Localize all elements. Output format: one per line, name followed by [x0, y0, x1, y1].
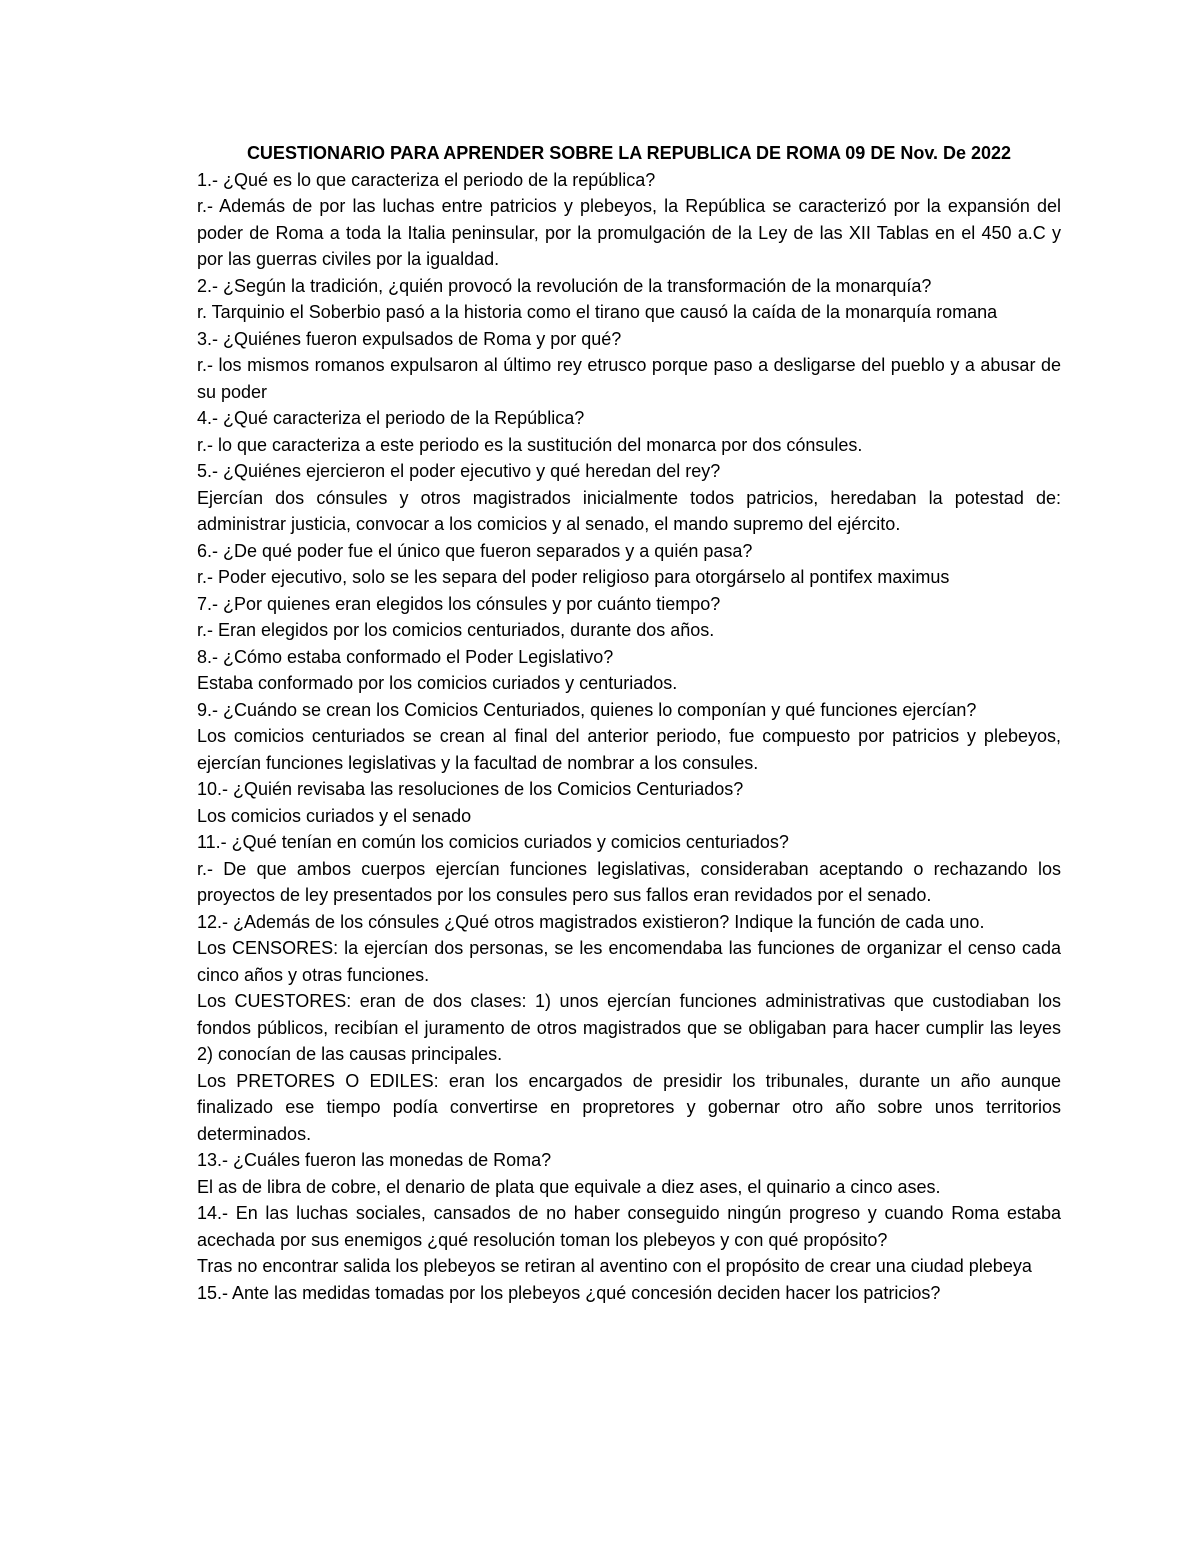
answer-11: r.- De que ambos cuerpos ejercían funciones legislativas, consideraban aceptando o rechazando los proyectos de ley presentados por los consules pero sus fallos eran revidados por el senado.	[197, 858, 1061, 905]
answer-3: r.- los mismos romanos expulsaron al último rey etrusco porque paso a desligarse del pueblo y a abusar de su poder	[197, 355, 1061, 402]
answer-8: Estaba conformado por los comicios curiados y centuriados.	[197, 673, 678, 693]
question-6: 6.- ¿De qué poder fue el único que fueron separados y a quién pasa?	[197, 540, 753, 561]
question-11: 11.- ¿Qué tenían en común los comicios curiados y comicios centuriados?	[197, 832, 789, 852]
question-1: 1.- ¿Qué es lo que caracteriza el periodo de la república?	[197, 169, 656, 190]
answer-12-pretores: Los PRETORES O EDILES: eran los encargados de presidir los tribunales, durante un año aunque finalizado ese tiempo podía convertirse en propretores y gobernar otro año sobre unos territorios determinados.	[197, 1070, 1061, 1144]
answer-10: Los comicios curiados y el senado	[197, 805, 472, 826]
question-7: 7.- ¿Por quienes eran elegidos los cónsules y por cuánto tiempo?	[197, 593, 721, 614]
answer-6: r.- Poder ejecutivo, solo se les separa del poder religioso para otorgárselo al pontifex maximus	[197, 567, 950, 587]
answer-7: r.- Eran elegidos por los comicios centuriados, durante dos años.	[197, 620, 715, 640]
answer-1: r.- Además de por las luchas entre patricios y plebeyos, la República se caracterizó por la expansión del poder de Roma a toda la Italia peninsular, por la promulgación de la Ley de las XII Tablas en el 450 a.C y por las guerras civiles por la igualdad.	[197, 196, 1061, 269]
document-title: CUESTIONARIO PARA APRENDER SOBRE LA REPUBLICA DE ROMA 09 DE Nov. De 2022	[246, 143, 1012, 163]
question-13: 13.- ¿Cuáles fueron las monedas de Roma?	[197, 1150, 552, 1170]
answer-2: r. Tarquinio el Soberbio pasó a la historia como el tirano que causó la caída de la monarquía romana	[197, 302, 998, 322]
question-10: 10.- ¿Quién revisaba las resoluciones de los Comicios Centuriados?	[197, 779, 744, 799]
question-15: 15.- Ante las medidas tomadas por los plebeyos ¿qué concesión deciden hacer los patricios?	[197, 1282, 941, 1303]
question-2: 2.- ¿Según la tradición, ¿quién provocó la revolución de la transformación de la monarquía?	[197, 275, 932, 296]
answer-14: Tras no encontrar salida los plebeyos se retiran al aventino con el propósito de crear una ciudad plebeya	[197, 1256, 1032, 1276]
answer-5: Ejercían dos cónsules y otros magistrados inicialmente todos patricios, heredaban la potestad de: administrar justicia, convocar a los comicios y al senado, el mando supremo del ejército.	[197, 487, 1061, 534]
question-5: 5.- ¿Quiénes ejercieron el poder ejecutivo y qué heredan del rey?	[197, 461, 721, 481]
question-3: 3.- ¿Quiénes fueron expulsados de Roma y por qué?	[197, 328, 622, 349]
question-14: 14.- En las luchas sociales, cansados de no haber conseguido ningún progreso y cuando Roma estaba acechada por sus enemigos ¿qué resolución toman los plebeyos y con qué propósito?	[197, 1203, 1061, 1250]
question-8: 8.- ¿Cómo estaba conformado el Poder Legislativo?	[197, 646, 614, 667]
question-12: 12.- ¿Además de los cónsules ¿Qué otros magistrados existieron? Indique la función de cada uno.	[197, 911, 985, 932]
answer-12-cuestores: Los CUESTORES: eran de dos clases: 1) unos ejercían funciones administrativas que custodiaban los fondos públicos, recibían el juramento de otros magistrados que se obligaban para hacer cumplir las leyes 2) conocían de las causas principales.	[197, 991, 1061, 1064]
answer-12-censores: Los CENSORES: la ejercían dos personas, se les encomendaba las funciones de organizar el censo cada cinco años y otras funciones.	[197, 938, 1061, 985]
answer-9: Los comicios centuriados se crean al final del anterior periodo, fue compuesto por patricios y plebeyos, ejercían funciones legislativas y la facultad de nombrar a los consules.	[197, 726, 1061, 773]
answer-13: El as de libra de cobre, el denario de plata que equivale a diez ases, el quinario a cinco ases.	[197, 1176, 941, 1197]
question-9: 9.- ¿Cuándo se crean los Comicios Centuriados, quienes lo componían y qué funciones ejercían?	[197, 699, 977, 720]
question-4: 4.- ¿Qué caracteriza el periodo de la República?	[197, 408, 585, 428]
answer-4: r.- lo que caracteriza a este periodo es la sustitución del monarca por dos cónsules.	[197, 434, 863, 455]
document-page	[197, 140, 1061, 1306]
